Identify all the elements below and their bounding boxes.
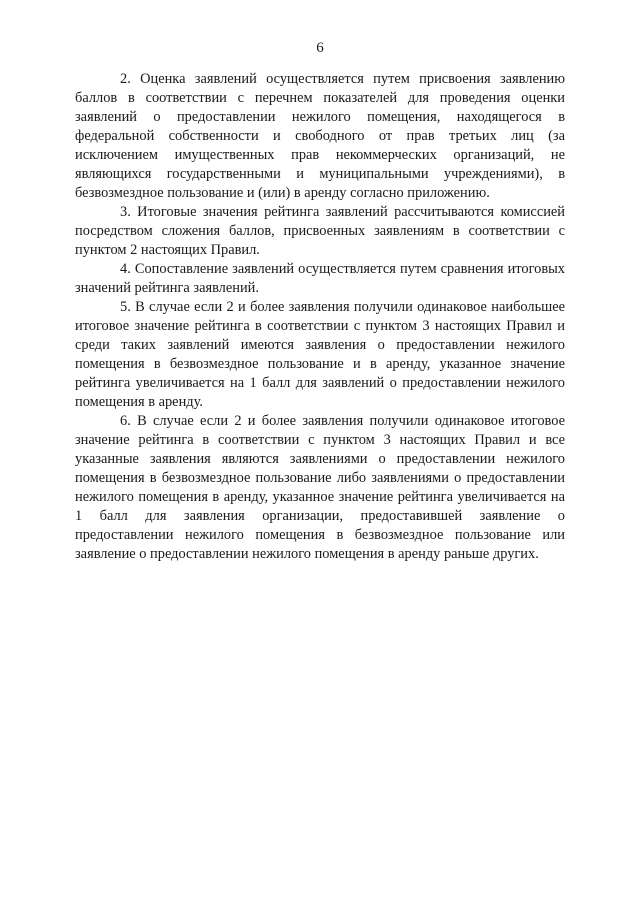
document-body xyxy=(75,70,565,564)
paragraph-5: 5. В случае если 2 и более заявления получили одинаковое наибольшее итоговое значение рейтинга в соответствии с пунктом 3 настоящих Правил и среди таких заявлений имеются заявления о предоставлении нежилого помещения в безвозмездное пользование и в аренду, указанное значение рейтинга увеличивается на 1 балл для заявлений о предоставлении нежилого помещения в аренду. xyxy=(75,299,565,410)
paragraph-4: 4. Сопоставление заявлений осуществляется путем сравнения итоговых значений рейтинга заявлений. xyxy=(75,261,565,296)
page-number: 6 xyxy=(316,40,324,56)
paragraph-2: 2. Оценка заявлений осуществляется путем присвоения заявлению баллов в соответствии с перечнем показателей для проведения оценки заявлений о предоставлении нежилого помещения, находящегося в федеральной собственности и свободного от прав третьих лиц (за исключением имущественных прав некоммерческих организаций, не являющихся государственными и муниципальными учреждениями), в безвозмездное пользование и (или) в аренду согласно приложению. xyxy=(75,71,565,201)
paragraph-3: 3. Итоговые значения рейтинга заявлений рассчитываются комиссией посредством сложения баллов, присвоенных заявлениям в соответствии с пунктом 2 настоящих Правил. xyxy=(75,204,565,258)
paragraph-6: 6. В случае если 2 и более заявления получили одинаковое итоговое значение рейтинга в соответствии с пунктом 3 настоящих Правил и все указанные заявления являются заявлениями о предоставлении нежилого помещения в безвозмездное пользование либо заявлениями о предоставлении нежилого помещения в аренду, указанное значение рейтинга увеличивается на 1 балл для заявления организации, предоставившей заявление о предоставлении нежилого помещения в безвозмездное пользование или заявление о предоставлении нежилого помещения в аренду раньше других. xyxy=(75,413,565,562)
